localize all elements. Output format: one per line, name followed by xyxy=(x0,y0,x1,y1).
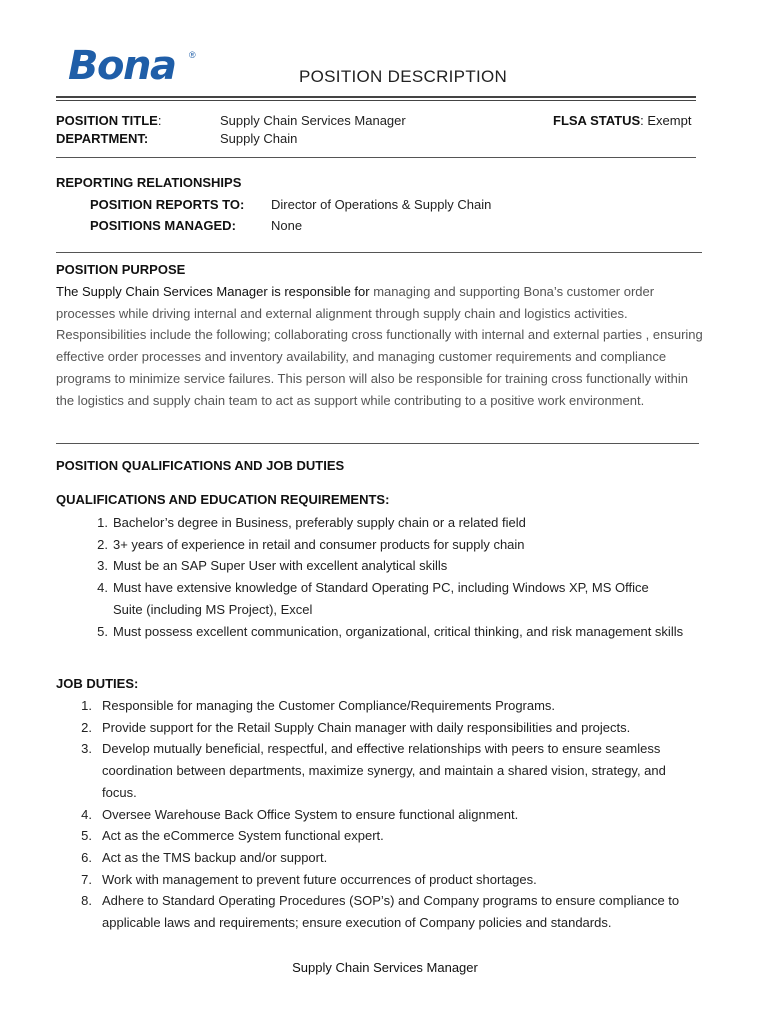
duty-text: Act as the TMS backup and/or support. xyxy=(102,849,328,865)
purpose-lead: The Supply Chain Services Manager is responsible for xyxy=(56,284,374,299)
duty-text: Act as the eCommerce System functional expert. xyxy=(102,828,384,844)
reporting-rule xyxy=(56,252,702,253)
qualification-text: Must be an SAP Super User with excellent analytical skills xyxy=(113,558,448,574)
list-item: 3. Must be an SAP Super User with excellent analytical skills xyxy=(90,555,690,577)
document-title: POSITION DESCRIPTION xyxy=(299,67,508,86)
qualification-text: Bachelor’s degree in Business, preferably supply chain or a related field xyxy=(113,515,526,530)
qualifications-subheading: QUALIFICATIONS AND EDUCATION REQUIREMENTS: xyxy=(56,492,390,507)
list-item: 2. Provide support for the Retail Supply Chain manager with daily responsibilities and projects. xyxy=(72,717,712,739)
list-item: 3. Develop mutually beneficial, respectful, and effective relationships with peers to ensure seamless coordination between departments, maximize synergy, and maintain a shared vision, strategy, and focus. xyxy=(72,738,712,803)
reporting-heading: REPORTING RELATIONSHIPS xyxy=(56,175,242,190)
flsa-value: : Exempt xyxy=(640,113,692,128)
list-item: 8. Adhere to Standard Operating Procedures (SOP’s) and Company programs to ensure compliance to applicable laws and requirements; ensure execution of Company policies and standards. xyxy=(72,890,712,933)
qualification-text: Must have extensive knowledge of Standard Operating PC, including Windows XP, MS Office Suite (including MS Project), Excel xyxy=(113,580,649,617)
flsa-status xyxy=(553,113,691,128)
list-item: 5. Act as the eCommerce System functional expert. xyxy=(72,825,712,847)
list-item: 4. Oversee Warehouse Back Office System to ensure functional alignment. xyxy=(72,804,712,826)
qualifications-list xyxy=(90,512,690,642)
bona-logo: Bona xyxy=(68,43,176,89)
list-item: 1. Bachelor’s degree in Business, preferably supply chain or a related field xyxy=(90,512,690,534)
job-duties-list xyxy=(72,695,712,934)
header-rule-top xyxy=(56,96,696,98)
list-item: 5. Must possess excellent communication, organizational, critical thinking, and risk management skills xyxy=(90,621,690,643)
positions-managed-label: POSITIONS MANAGED: xyxy=(90,218,236,233)
department-value: Supply Chain xyxy=(220,131,298,146)
position-title-colon: : xyxy=(157,113,162,128)
list-item: 7. Work with management to prevent future occurrences of product shortages. xyxy=(72,869,712,891)
purpose-body: managing and supporting Bona’s customer order processes while driving internal and external alignment through supply chain and logistics activities. Responsibilities include the following; collaborating cross functionally with internal and external parties , ensuring effective order processes and inventory availability, and managing customer requirements and compliance programs to minimize service failures. This person will also be responsible for training cross functionally within the logistics and supply chain team to act as support while contributing to a positive work environment. xyxy=(56,284,703,408)
list-item: 1. Responsible for managing the Customer Compliance/Requirements Programs. xyxy=(72,695,712,717)
duty-text: Work with management to prevent future occurrences of product shortages. xyxy=(102,871,537,887)
registered-mark: ® xyxy=(189,50,196,60)
duty-text: Adhere to Standard Operating Procedures (SOP’s) and Company programs to ensure compliance to applicable laws and requirements; ensure execution of Company policies and standards. xyxy=(102,893,680,931)
positions-managed-value: None xyxy=(271,218,303,233)
department-label: DEPARTMENT: xyxy=(56,131,149,146)
list-item: 4. Must have extensive knowledge of Standard Operating PC, including Windows XP, MS Office Suite (including MS Project), Excel xyxy=(90,577,690,620)
qualification-text: Must possess excellent communication, organizational, critical thinking, and risk management skills xyxy=(113,623,684,639)
reports-to-label: POSITION REPORTS TO: xyxy=(90,197,245,212)
purpose-paragraph xyxy=(56,281,704,411)
header-rule-bottom xyxy=(56,100,696,101)
page-footer: Supply Chain Services Manager xyxy=(292,960,478,975)
position-title-label: POSITION TITLE xyxy=(56,113,158,128)
duty-text: Develop mutually beneficial, respectful, and effective relationships with peers to ensure seamless coordination between departments, maximize synergy, and maintain a shared vision, strategy, and focus. xyxy=(102,741,666,800)
duty-text: Provide support for the Retail Supply Chain manager with daily responsibilities and projects. xyxy=(102,719,631,735)
qualifications-section-heading: POSITION QUALIFICATIONS AND JOB DUTIES xyxy=(56,458,345,473)
duty-text: Responsible for managing the Customer Compliance/Requirements Programs. xyxy=(102,698,556,713)
position-title-value: Supply Chain Services Manager xyxy=(220,113,406,128)
job-duties-heading: JOB DUTIES: xyxy=(56,676,139,691)
list-item: 6. Act as the TMS backup and/or support. xyxy=(72,847,712,869)
purpose-rule xyxy=(56,443,699,444)
duty-text: Oversee Warehouse Back Office System to ensure functional alignment. xyxy=(102,806,519,822)
info-rule xyxy=(56,157,696,158)
list-item: 2. 3+ years of experience in retail and consumer products for supply chain xyxy=(90,534,690,556)
position-title-row xyxy=(56,113,161,128)
flsa-label: FLSA STATUS xyxy=(553,113,641,128)
qualification-text: 3+ years of experience in retail and consumer products for supply chain xyxy=(113,536,525,552)
purpose-heading: POSITION PURPOSE xyxy=(56,262,186,277)
reports-to-value: Director of Operations & Supply Chain xyxy=(271,197,492,212)
